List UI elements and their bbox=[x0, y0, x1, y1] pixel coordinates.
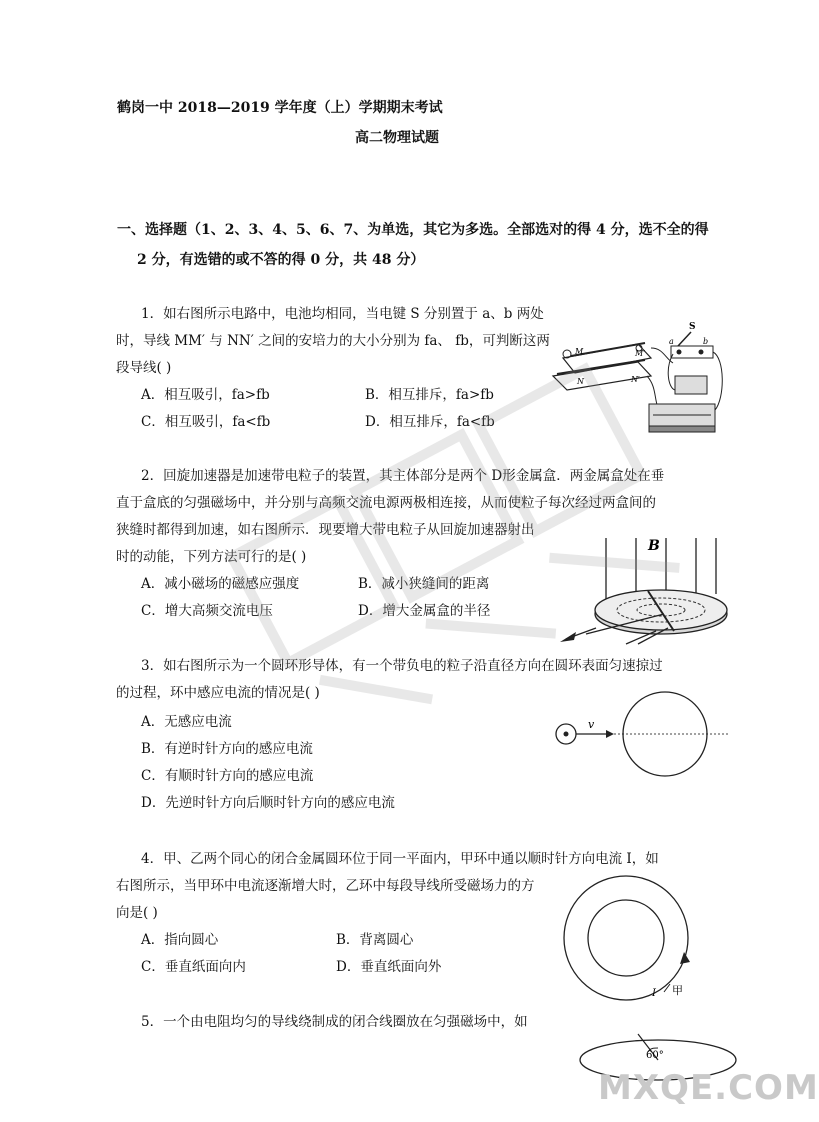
fig1-label-m2: M′ bbox=[635, 349, 646, 358]
fig4-label-i: I bbox=[652, 988, 656, 999]
q4-option-c: C．垂直纸面向内 bbox=[141, 959, 246, 975]
q3-option-c: C．有顺时针方向的感应电流 bbox=[141, 768, 314, 784]
fig1-label-n2: N′ bbox=[631, 375, 640, 384]
fig4-label-jia: 甲 bbox=[672, 984, 683, 997]
section-heading-line1: 一、选择题（1、2、3、4、5、6、7、为单选，其它为多选。全部选对的得 4 分，选不全的得 bbox=[117, 222, 709, 238]
watermark-text: MXQE.COM bbox=[598, 1068, 819, 1108]
subject-title: 高二物理试题 bbox=[355, 130, 439, 146]
section-heading-line2: 2 分，有选错的或不答的得 0 分，共 48 分） bbox=[137, 252, 425, 268]
q1-line3: 段导线( ) bbox=[116, 360, 172, 376]
q2-line2: 直于盒底的匀强磁场中，并分别与高频交流电源两极相连接，从而使粒子每次经过两盒间的 bbox=[116, 495, 656, 511]
q3-option-d: D．先逆时针方向后顺时针方向的感应电流 bbox=[141, 795, 395, 811]
q1-option-a: A．相互吸引，fa>fb bbox=[141, 387, 270, 403]
q1-option-c: C．相互吸引，fa<fb bbox=[141, 414, 271, 430]
q3-option-b: B．有逆时针方向的感应电流 bbox=[141, 741, 313, 757]
q3-ring-figure bbox=[552, 690, 732, 780]
q1-line1: 1．如右图所示电路中，电池均相同，当电键 S 分别置于 a、b 两处 bbox=[141, 306, 544, 322]
fig1-label-n: N bbox=[577, 377, 584, 386]
fig3-label-v: v bbox=[588, 718, 595, 731]
q1-option-d: D．相互排斥，fa<fb bbox=[365, 414, 495, 430]
q2-option-a: A．减小磁场的磁感应强度 bbox=[141, 576, 300, 592]
fig1-label-s: S bbox=[689, 322, 696, 332]
exam-title: 鹤岗一中 2018—2019 学年度（上）学期期末考试 bbox=[117, 100, 443, 116]
q5-line1: 5．一个由电阻均匀的导线绕制成的闭合线圈放在匀强磁场中，如 bbox=[141, 1014, 528, 1030]
q2-option-d: D．增大金属盒的半径 bbox=[358, 603, 491, 619]
fig5-label-angle: 60° bbox=[646, 1050, 664, 1061]
q4-rings-figure bbox=[558, 872, 708, 1012]
q4-line1: 4．甲、乙两个同心的闭合金属圆环位于同一平面内，甲环中通以顺时针方向电流 I，如 bbox=[141, 851, 659, 867]
q2-line3: 狭缝时都得到加速，如右图所示．现要增大带电粒子从回旋加速器射出 bbox=[116, 522, 535, 538]
q1-option-b: B．相互排斥，fa>fb bbox=[365, 387, 494, 403]
q1-line2: 时，导线 MM′ 与 NN′ 之间的安培力的大小分别为 fa、 fb，可判断这两 bbox=[116, 333, 550, 349]
q2-line1: 2．回旋加速器是加速带电粒子的装置，其主体部分是两个 D形金属盒．两金属盒处在垂 bbox=[141, 468, 665, 484]
q4-line2: 右图所示，当甲环中电流逐渐增大时，乙环中每段导线所受磁场力的方 bbox=[116, 878, 535, 894]
q3-option-a: A．无感应电流 bbox=[141, 714, 232, 730]
q4-option-d: D．垂直纸面向外 bbox=[336, 959, 442, 975]
fig2-label-b: B bbox=[648, 538, 660, 554]
q4-line3: 向是( ) bbox=[116, 905, 158, 921]
q3-line2: 的过程，环中感应电流的情况是( ) bbox=[116, 685, 320, 701]
q3-line1: 3．如右图所示为一个圆环形导体，有一个带负电的粒子沿直径方向在圆环表面匀速掠过 bbox=[141, 658, 663, 674]
fig1-label-b: b bbox=[703, 337, 709, 346]
q2-option-b: B．减小狭缝间的距离 bbox=[358, 576, 490, 592]
fig1-label-m: M bbox=[575, 347, 584, 356]
fig1-label-a: a bbox=[669, 337, 674, 346]
q4-option-a: A．指向圆心 bbox=[141, 932, 219, 948]
q2-option-c: C．增大高频交流电压 bbox=[141, 603, 273, 619]
q4-option-b: B．背离圆心 bbox=[336, 932, 414, 948]
q2-line4: 时的动能，下列方法可行的是( ) bbox=[116, 549, 307, 565]
